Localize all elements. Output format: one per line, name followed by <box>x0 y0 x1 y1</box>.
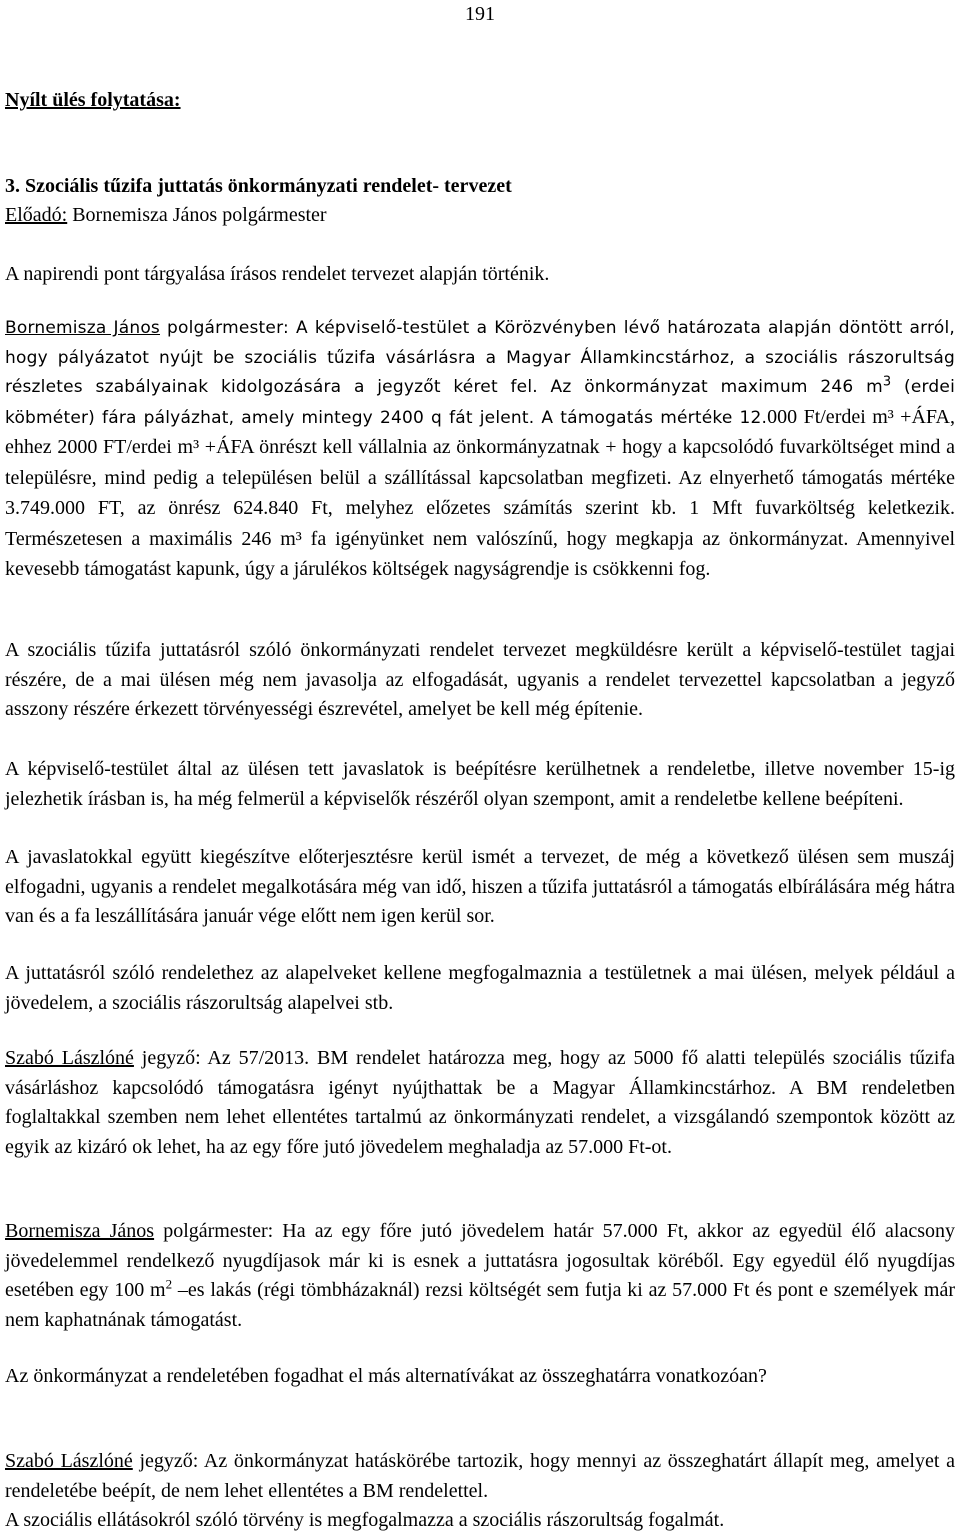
statement-text: A képviselő-testület a Körözvényben lévő határozata alapján döntött arról, hogy pályázatot nyújt be szociális tűzifa vásárlásra a Magyar Államkincstárhoz, a szociális rászorultság részletes szabályainak kidolgozására a jegyzőt kéret fel. Az önkormányzat maximum 246 m <box>5 318 955 397</box>
intro-line: A napirendi pont tárgyalása írásos rendelet tervezet alapján történik. <box>5 263 550 285</box>
page-number: 191 <box>465 3 495 25</box>
speaker-name: Szabó Lászlóné <box>5 1450 133 1472</box>
presenter-line <box>5 203 327 227</box>
speaker-role: jegyző: <box>132 1450 199 1472</box>
speaker-name: Bornemisza János <box>5 1220 155 1242</box>
superscript: 3 <box>882 374 892 390</box>
presenter-name: Bornemisza János polgármester <box>67 204 327 226</box>
mayor-paragraph-principles: A juttatásról szóló rendelethez az alapelveket kellene megfogalmaznia a testületnek a mai ülésen, melyek például a jövedelem, a szociális rászorultság alapelvei stb. <box>5 962 955 1014</box>
mayor-question: Az önkormányzat a rendeletében fogadhat el más alternatívákat az összeghatárra vonatkozóan? <box>5 1365 767 1387</box>
speaker-role: jegyző: <box>133 1047 201 1069</box>
statement-text: –es lakás (régi tömbházaknál) rezsi költségét sem futja ki az 57.000 Ft és pont e személyek már nem kaphatnának támogatást. <box>5 1279 956 1331</box>
mayor-paragraph-proposals: A képviselő-testület által az ülésen tett javaslatok is beépítésre kerülhetnek a rendeletbe, illetve november 15-ig jelezhetik írásban is, ha még felmerül a képviselők részéről olyan szempont, amit a rendeletbe kellene beépíteni. <box>5 758 955 810</box>
mayor-statement-2 <box>5 1217 955 1335</box>
speaker-name: Szabó Lászlóné <box>5 1047 134 1069</box>
statement-text: 000 Ft/erdei m³ +ÁFA, ehhez 2000 FT/erdei m³ +ÁFA önrészt kell vállalnia az önkormányzatnak + hogy a kapcsolódó fuvarköltséget mind a településre, mind pedig a településen belül a szállítással kapcsolatban megfizeti. Az elnyerhető támogatás mértéke 3.749.000 FT, az önrész 624.840 Ft, melyhez előzetes számítás szerint kb. 1 Mft fuvarköltség keletkezik. Természetesen a maximális 246 m³ fa igényünket nem valószínű, hogy megkapja az önkormányzat. Amennyivel kevesebb támogatást kapunk, úgy a járulékos költségek nagyságrendje is csökkenni fog. <box>5 405 955 580</box>
speaker-role: polgármester: <box>154 1220 274 1242</box>
agenda-item-title: 3. Szociális tűzifa juttatás önkormányzati rendelet- tervezet <box>5 175 512 197</box>
speaker-name: Bornemisza János <box>5 318 160 338</box>
statement-text: (erdei köbméter) fára pályázhat, amely mintegy 2400 q fát jelent. A támogatás mértéke 12. <box>5 377 956 428</box>
notary-statement-2 <box>5 1447 955 1506</box>
speaker-role: polgármester: <box>160 318 289 338</box>
presenter-label: Előadó: <box>5 204 68 226</box>
mayor-statement-opening <box>5 314 955 586</box>
mayor-paragraph-draft: A szociális tűzifa juttatásról szóló önkormányzati rendelet tervezet megküldésre került a képviselő-testület tagjai részére, de a mai ülésen még nem javasolja az elfogadását, ugyanis a rendelet tervezettel kapcsolatban a jegyző asszony részére érkezett törvényességi észrevétel, amelyet be kell még építenie. <box>5 639 955 720</box>
superscript: 2 <box>165 1276 173 1292</box>
notary-statement-1 <box>5 1044 955 1162</box>
mayor-paragraph-schedule: A javaslatokkal együtt kiegészítve előterjesztésre kerül ismét a tervezet, de még a következő ülésen sem muszáj elfogadni, ugyanis a rendelet megalkotására még van idő, hiszen a tűzifa juttatásról a támogatás elbírálására még hátra van és a fa leszállítására január vége előtt nem igen kerül sor. <box>5 846 955 927</box>
statement-text: Az 57/2013. BM rendelet határozza meg, hogy az 5000 fő alatti település szociális tűzifa vásárláshoz kapcsolódó támogatásra igényt nyújthattak be a Magyar Államkincstárhoz. A BM rendeletben foglaltakkal szemben nem lehet ellentétes tartalmú az önkormányzati rendelet, a vizsgálandó szempontok között az egyik az kizáró ok lehet, ha az egy főre jutó jövedelem meghaladja az 57.000 Ft-ot. <box>5 1047 955 1158</box>
statement-text: Az önkormányzat hatáskörébe tartozik, hogy mennyi az összeghatárt állapít meg, amelyet a rendeletébe beépít, de nem lehet ellentétes a BM rendelettel. <box>5 1450 955 1502</box>
section-heading: Nyílt ülés folytatása: <box>5 89 181 111</box>
statement-text: Ha az egy főre jutó jövedelem határ 57.000 Ft, akkor az egyedül élő alacsony jövedelemmel rendelkező nyugdíjasok már ki is esnek a juttatásra jogosultak köréből. Egy egyedül élő nyugdíjas esetében egy 100 m <box>5 1220 955 1301</box>
notary-closing-line: A szociális ellátásokról szóló törvény is megfogalmazza a szociális rászorultság fogalmát. <box>5 1509 725 1531</box>
